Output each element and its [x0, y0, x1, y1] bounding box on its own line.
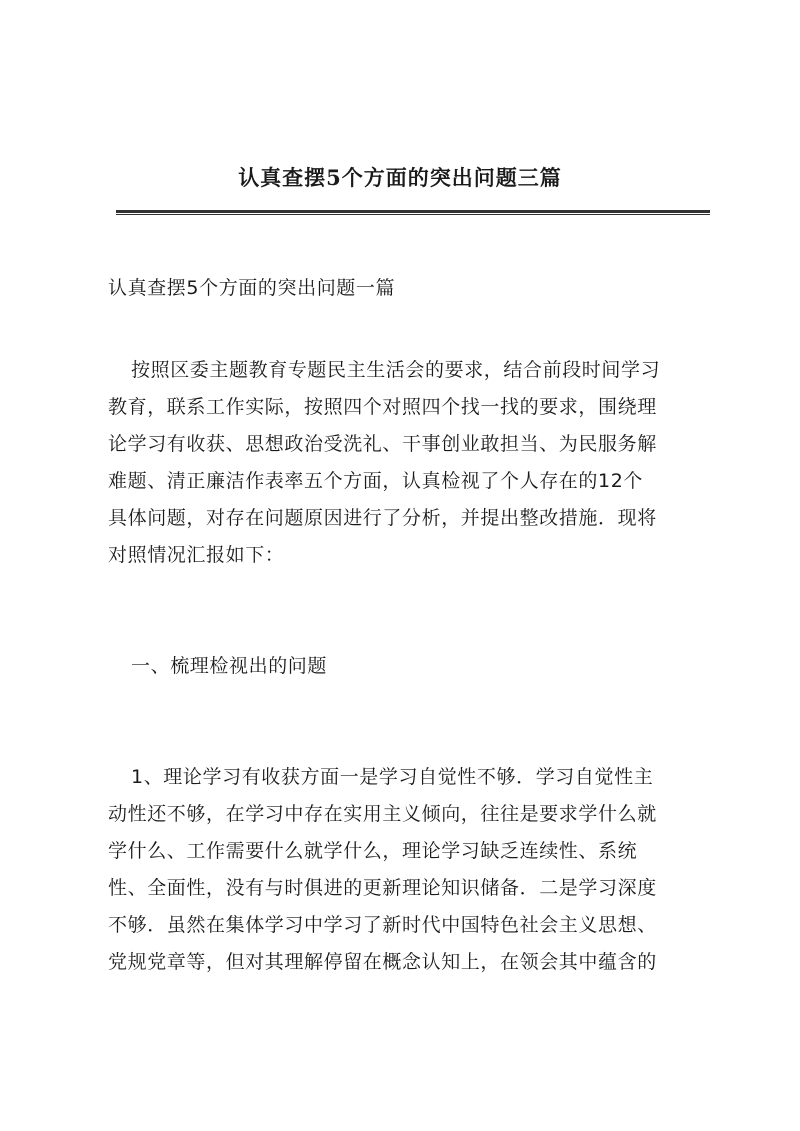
paragraph-line: 教育，联系工作实际，按照四个对照四个找一找的要求，围绕理	[108, 396, 657, 418]
paragraph-line: 性、全面性，没有与时俱进的更新理论知识储备．二是学习深度	[108, 877, 657, 899]
paragraph-line: 论学习有收获、思想政治受洗礼、干事创业敢担当、为民服务解	[108, 433, 657, 455]
paragraph-line: 具体问题，对存在问题原因进行了分析，并提出整改措施．现将	[108, 507, 657, 529]
paragraph-line: 难题、清正廉洁作表率五个方面，认真检视了个人存在的12个	[108, 470, 643, 492]
paragraph-line: 按照区委主题教育专题民主生活会的要求，结合前段时间学习	[131, 359, 661, 381]
paragraph-line: 不够．虽然在集体学习中学习了新时代中国特色社会主义思想、	[108, 914, 657, 936]
document-title: 认真查摆5个方面的突出问题三篇	[238, 165, 562, 190]
paragraph-line: 学什么、工作需要什么就学什么，理论学习缺乏连续性、系统	[108, 840, 638, 862]
title-divider	[116, 210, 710, 215]
paragraph-line: 1、理论学习有收获方面一是学习自觉性不够．学习自觉性主	[131, 766, 654, 788]
section-heading: 一、梳理检视出的问题	[131, 655, 328, 677]
section-title: 认真查摆5个方面的突出问题一篇	[108, 277, 396, 299]
paragraph-line: 动性还不够，在学习中存在实用主义倾向，往往是要求学什么就	[108, 803, 657, 825]
paragraph-line: 对照情况汇报如下：	[108, 544, 285, 566]
paragraph-line: 党规党章等，但对其理解停留在概念认知上，在领会其中蕴含的	[108, 951, 657, 973]
